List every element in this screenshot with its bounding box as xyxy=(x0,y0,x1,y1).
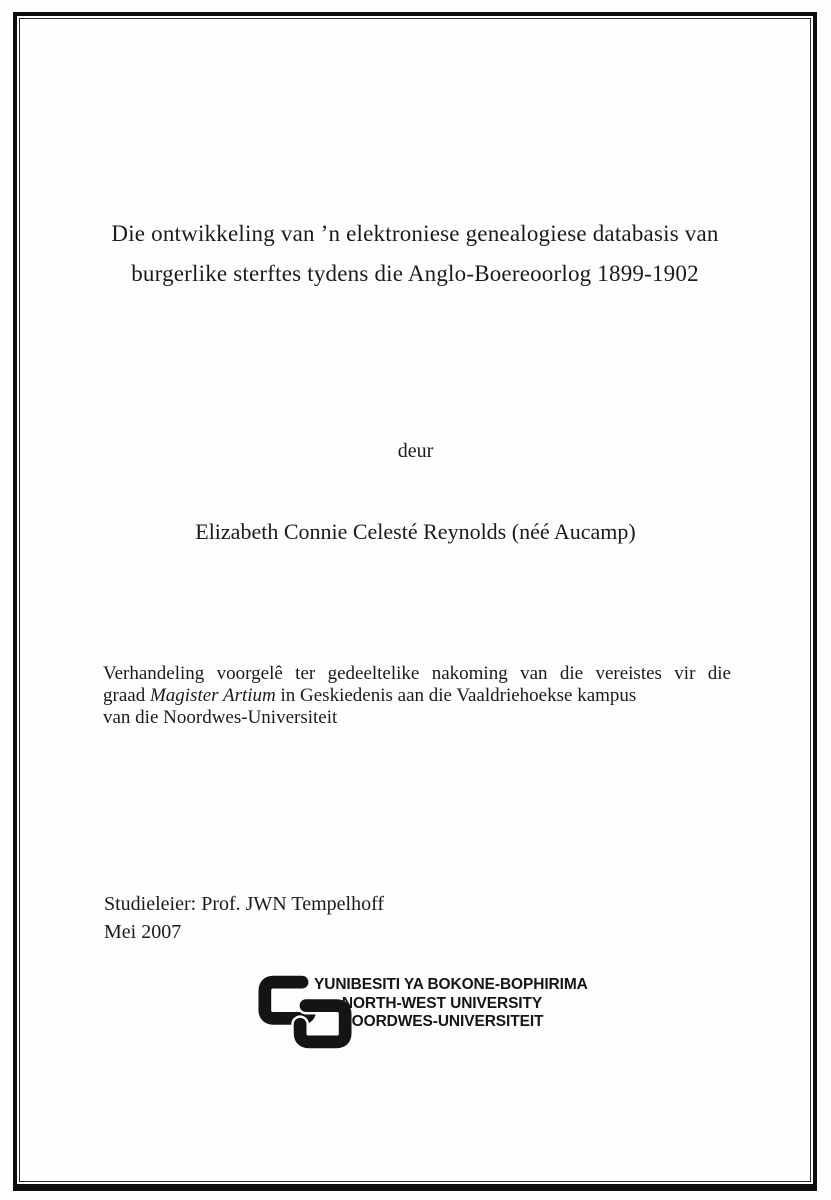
submission-line2-post: in Geskiedenis aan die Vaaldriehoekse kampus xyxy=(275,685,637,706)
submission-line2-pre: graad xyxy=(103,685,150,706)
thesis-title xyxy=(85,214,745,294)
submission-line3: van die Noordwes-Universiteit xyxy=(103,707,338,728)
thesis-title-line2: burgerlike sterftes tydens die Anglo-Boereoorlog 1899-1902 xyxy=(131,261,699,286)
thesis-title-line1: Die ontwikkeling van ’n elektroniese genealogiese databasis van xyxy=(111,221,719,246)
degree-name: Magister Artium xyxy=(149,685,276,706)
submission-line1: Verhandeling voorgelê ter gedeeltelike nakoming van die vereistes vir die xyxy=(103,663,731,684)
submission-statement xyxy=(103,663,731,729)
supervisor-line: Studieleier: Prof. JWN Tempelhoff xyxy=(104,893,385,915)
university-name-english: NORTH-WEST UNIVERSITY xyxy=(341,994,543,1012)
university-name-block xyxy=(314,976,588,1032)
author-name: Elizabeth Connie Celesté Reynolds (néé Aucamp) xyxy=(195,519,636,544)
university-name-setswana: YUNIBESITI YA BOKONE-BOPHIRIMA xyxy=(314,976,588,993)
university-name-afrikaans: NOORDWES-UNIVERSITEIT xyxy=(340,1013,544,1030)
supervisor-block xyxy=(104,890,384,946)
byline: deur xyxy=(397,440,434,462)
submission-line2 xyxy=(103,685,731,707)
date-line: Mei 2007 xyxy=(104,921,182,943)
